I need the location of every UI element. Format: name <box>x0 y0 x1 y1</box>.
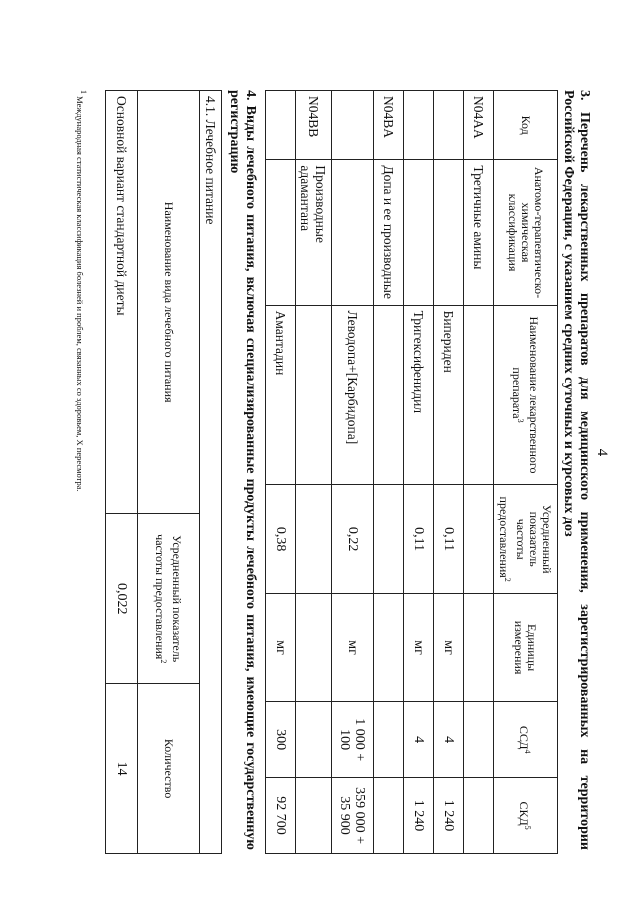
col-code: Код <box>494 91 558 160</box>
cell-code: N04AA <box>464 91 494 160</box>
cell-atc <box>332 160 374 305</box>
cell-ssd <box>296 702 332 778</box>
nutrition-subheading-row <box>200 91 222 854</box>
cell-drug: Амантадин <box>266 305 296 485</box>
cell-drug: Тригексифенидил <box>404 305 434 485</box>
footnote-marker: 1 <box>79 90 88 94</box>
cell-code: N04BB <box>296 91 332 160</box>
col-freq <box>494 485 558 593</box>
cell-nutrition-name: Основной вариант стандартной диеты <box>106 91 138 514</box>
cell-freq: 0,11 <box>434 485 464 593</box>
col-nutrition-freq <box>138 514 200 684</box>
cell-skd <box>464 778 494 854</box>
cell-ssd: 4 <box>434 702 464 778</box>
col-drug-sup: 3 <box>516 418 526 423</box>
col-nutrition-freq-label: Усредненный показатель частоты предоставления <box>153 534 185 663</box>
col-freq-sup: 2 <box>503 577 513 582</box>
cell-units: мг <box>332 593 374 701</box>
nutrition-table-header <box>138 91 200 854</box>
footnote <box>75 90 88 492</box>
table-row <box>374 91 404 854</box>
page-number: 4 <box>594 448 610 457</box>
cell-ssd <box>464 702 494 778</box>
cell-units <box>296 593 332 701</box>
col-freq-label: Усредненный показатель частоты предоставления <box>497 496 555 578</box>
cell-drug <box>296 305 332 485</box>
cell-code <box>332 91 374 160</box>
cell-skd <box>296 778 332 854</box>
col-skd <box>494 778 558 854</box>
col-drug-label: Наименование лекарственного препарата <box>510 316 542 474</box>
nutrition-table <box>105 90 222 854</box>
cell-units: мг <box>266 593 296 701</box>
cell-units <box>374 593 404 701</box>
cell-units <box>464 593 494 701</box>
col-skd-label: СКД <box>517 801 531 826</box>
table-row <box>434 91 464 854</box>
cell-drug: Леводопа+[Карбидопа] <box>332 305 374 485</box>
col-units: Единицы измерения <box>494 593 558 701</box>
cell-skd: 359 000 + 35 900 <box>332 778 374 854</box>
cell-atc <box>404 160 434 305</box>
cell-code <box>404 91 434 160</box>
section4-heading: 4. Виды лечебного питания, включая специализированные продукты лечебного питания, имеющие государственную регистрацию <box>227 90 258 850</box>
cell-atc: Производные адамантана <box>296 160 332 305</box>
col-nutrition-qty: Количество <box>138 684 200 854</box>
col-atc: Анатомо-терапевтическо-химическая классификация <box>494 160 558 305</box>
cell-drug <box>464 305 494 485</box>
col-ssd <box>494 702 558 778</box>
section3-heading: 3. Перечень лекарственных препаратов для медицинского применения, зарегистрированных на территории Российской Федерации, с указанием средних суточных и курсовых доз <box>561 90 592 850</box>
cell-nutrition-freq: 0,022 <box>106 514 138 684</box>
cell-atc: Третичные амины <box>464 160 494 305</box>
cell-code <box>266 91 296 160</box>
drug-table <box>265 90 558 854</box>
cell-ssd: 1 000 + 100 <box>332 702 374 778</box>
cell-freq <box>374 485 404 593</box>
drug-table-header <box>494 91 558 854</box>
table-row <box>266 91 296 854</box>
cell-ssd: 4 <box>404 702 434 778</box>
col-skd-sup: 5 <box>523 825 532 830</box>
cell-units: мг <box>404 593 434 701</box>
cell-units: мг <box>434 593 464 701</box>
cell-ssd <box>374 702 404 778</box>
cell-freq: 0,38 <box>266 485 296 593</box>
cell-freq: 0,22 <box>332 485 374 593</box>
cell-code: N04BA <box>374 91 404 160</box>
footnote-text: Международная статистическая классификация болезней и проблем, связанных со здоровьем, X пересмотра. <box>75 96 86 492</box>
table-row <box>404 91 434 854</box>
cell-nutrition-qty: 14 <box>106 684 138 854</box>
cell-atc: Допа и ее производные <box>374 160 404 305</box>
cell-skd: 1 240 <box>434 778 464 854</box>
col-nutrition-name: Наименование вида лечебного питания <box>138 91 200 514</box>
cell-skd: 1 240 <box>404 778 434 854</box>
cell-freq <box>464 485 494 593</box>
table-row <box>296 91 332 854</box>
cell-freq: 0,11 <box>404 485 434 593</box>
table-row <box>106 91 138 854</box>
cell-code <box>434 91 464 160</box>
table-row <box>464 91 494 854</box>
cell-skd <box>374 778 404 854</box>
cell-skd: 92 700 <box>266 778 296 854</box>
col-ssd-label: ССД <box>517 725 531 750</box>
col-ssd-sup: 4 <box>523 749 532 754</box>
cell-ssd: 300 <box>266 702 296 778</box>
cell-drug <box>374 305 404 485</box>
cell-freq <box>296 485 332 593</box>
col-nutrition-freq-sup: 2 <box>159 659 169 664</box>
nutrition-subheading: 4.1. Лечебное питание <box>200 91 222 854</box>
col-drug <box>494 305 558 485</box>
cell-atc <box>434 160 464 305</box>
cell-atc <box>266 160 296 305</box>
table-row <box>332 91 374 854</box>
cell-drug: Бипериден <box>434 305 464 485</box>
